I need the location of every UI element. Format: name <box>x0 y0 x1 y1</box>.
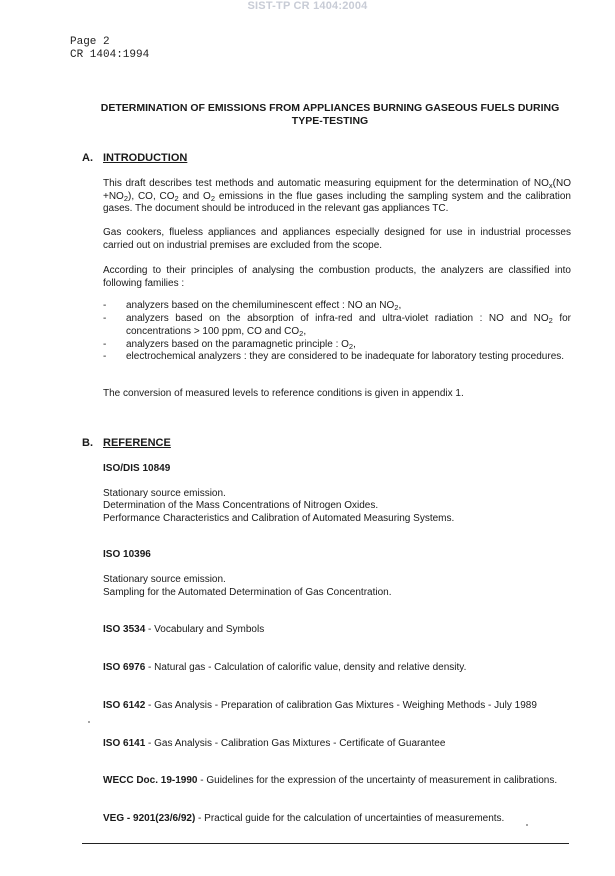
section-b-title: REFERENCE <box>103 437 171 449</box>
reference-entry: ISO 3534 - Vocabulary and Symbols <box>103 624 265 635</box>
reference-heading: ISO/DIS 10849 <box>103 463 171 474</box>
page-number: Page 2 <box>70 36 110 48</box>
intro-paragraph-3: According to their principles of analysing the combustion products, the analyzers are classified into following families : <box>103 265 571 289</box>
reference-entry: WECC Doc. 19-1990 - Guidelines for the expression of the uncertainty of measurement in calibrations. <box>103 775 558 786</box>
reference-entry: ISO 6141 - Gas Analysis - Calibration Gas Mixtures - Certificate of Guarantee <box>103 738 446 749</box>
reference-line: Stationary source emission. <box>103 488 226 499</box>
bullet-dash: - <box>103 339 107 350</box>
bullet-dash: - <box>103 351 107 362</box>
reference-line: Sampling for the Automated Determination of Gas Concentration. <box>103 587 392 598</box>
list-item: analyzers based on the paramagnetic principle : $O_2$, <box>126 339 356 351</box>
intro-paragraph-4: The conversion of measured levels to reference conditions is given in appendix 1. <box>103 388 464 399</box>
reference-entry: VEG - 9201(23/6/92) - Practical guide for the calculation of uncertainties of measurements. <box>103 813 505 824</box>
section-a-letter: A. <box>82 152 93 164</box>
page-title-line-2: TYPE-TESTING <box>291 115 369 127</box>
page-title-line-1: DETERMINATION OF EMISSIONS FROM APPLIANCES BURNING GASEOUS FUELS DURING <box>100 102 560 114</box>
reference-line: Stationary source emission. <box>103 574 226 585</box>
intro-paragraph-1: This draft describes test methods and automatic measuring equipment for the determination of $NO_x(NO +NO_2)$, CO, $CO_2$ and $O_2$ emissions in the flue gases including the sampling system and the calibration gases. The document should be introduced in the relevant gas appliances TC. <box>103 178 571 214</box>
scan-speck <box>526 824 528 826</box>
scan-speck <box>88 721 90 723</box>
reference-line: Determination of the Mass Concentrations of Nitrogen Oxides. <box>103 500 379 511</box>
bullet-dash: - <box>103 300 107 311</box>
reference-heading: ISO 10396 <box>103 549 151 560</box>
reference-entry: ISO 6142 - Gas Analysis - Preparation of calibration Gas Mixtures - Weighing Methods - July 1989 <box>103 700 537 711</box>
bullet-dash: - <box>103 313 107 324</box>
list-item: analyzers based on the chemiluminescent effect : NO an $NO_2$, <box>126 300 402 312</box>
intro-paragraph-2: Gas cookers, flueless appliances and appliances especially designed for use in industrial processes carried out on industrial premises are excluded from the scope. <box>103 227 571 251</box>
footer-rule <box>82 843 569 844</box>
list-item: analyzers based on the absorption of infra-red and ultra-violet radiation : NO and $NO_2$ for concentrations > 100 ppm, CO and $CO_2$, <box>126 313 571 338</box>
watermark: SIST-TP CR 1404:2004 <box>247 0 368 12</box>
page-title <box>80 102 580 128</box>
list-item: electrochemical analyzers : they are considered to be inadequate for laboratory testing procedures. <box>126 351 565 362</box>
reference-line: Performance Characteristics and Calibration of Automated Measuring Systems. <box>103 513 455 524</box>
section-b-letter: B. <box>82 437 93 449</box>
section-a-title: INTRODUCTION <box>103 152 188 164</box>
reference-entry: ISO 6976 - Natural gas - Calculation of calorific value, density and relative density. <box>103 662 467 673</box>
document-code: CR 1404:1994 <box>70 49 150 61</box>
